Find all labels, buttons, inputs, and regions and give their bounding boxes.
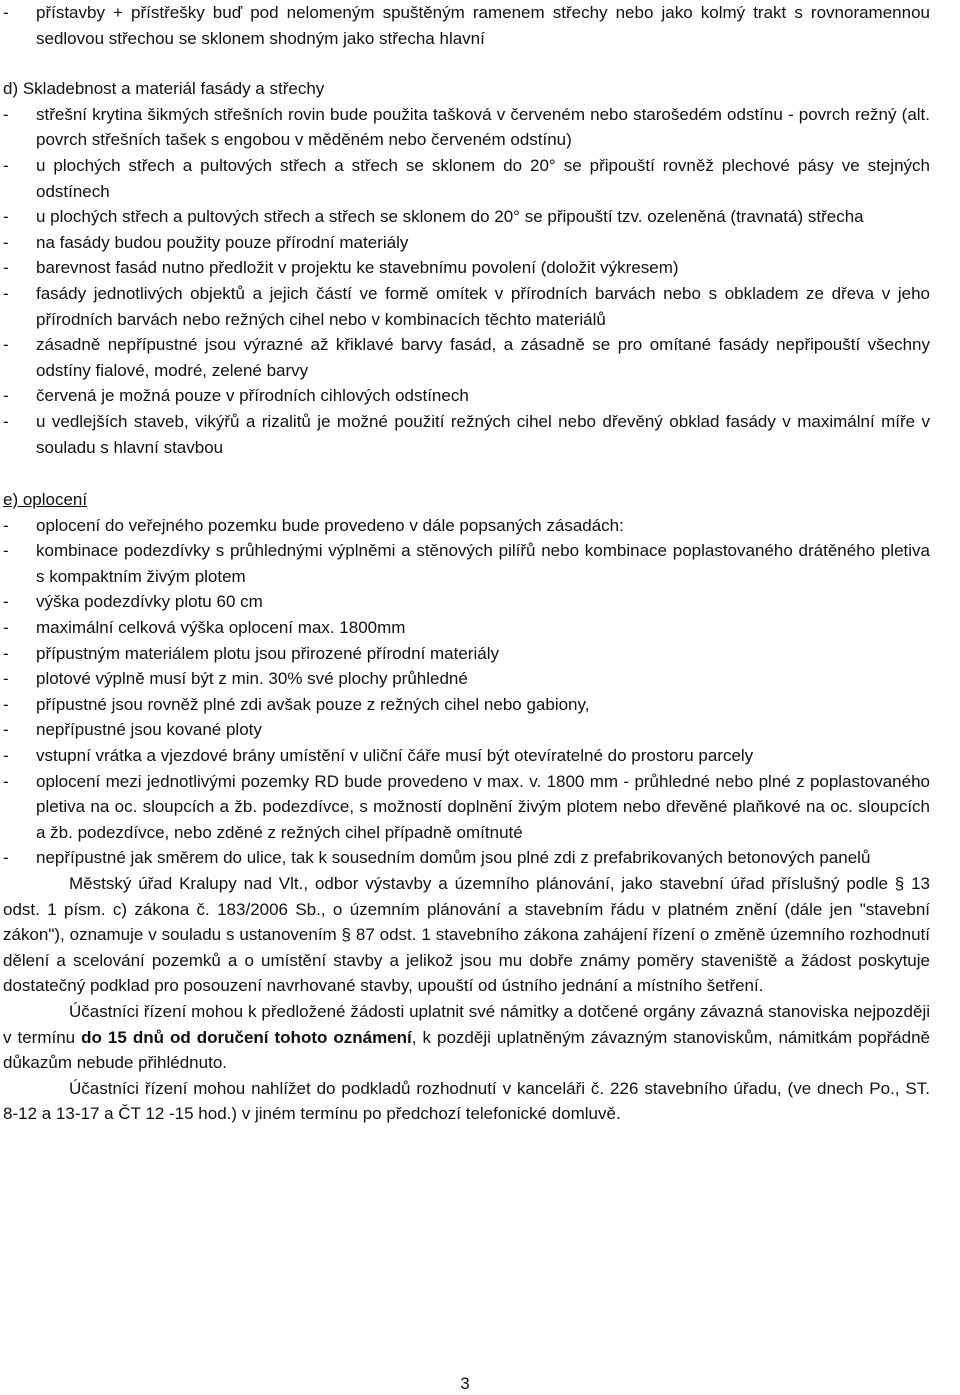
paragraph-inspection: Účastníci řízení mohou nahlížet do podkladů rozhodnutí v kanceláři č. 226 stavebního úřadu, (ve dnech Po., ST. 8-12 a 13-17 a ČT 12 -15 hod.) v jiném termínu po předchozí telefonické domluvě.	[3, 1078, 930, 1124]
list-item: - u plochých střech a pultových střech a střech se sklonem do 20° se připouští tzv. ozeleněná (travnatá) střecha	[3, 204, 930, 230]
list-item: - u plochých střech a pultových střech a střech se sklonem do 20° se připouští rovněž plechové pásy ve stejných odstínech	[3, 153, 930, 204]
list-item: - přípustným materiálem plotu jsou přirozené přírodní materiály	[3, 641, 930, 667]
deadline-emphasis: do 15 dnů od doručení tohoto oznámení	[81, 1027, 412, 1047]
list-item: - zásadně nepřípustné jsou výrazné až křiklavé barvy fasád, a zásadně se pro omítané fasády nepřipouští všechny odstíny fialové, modré, zelené barvy	[3, 332, 930, 383]
top-list	[3, 0, 930, 51]
list-item: - barevnost fasád nutno předložit v projektu ke stavebnímu povolení (doložit výkresem)	[3, 255, 930, 281]
list-item: - oplocení mezi jednotlivými pozemky RD bude provedeno v max. v. 1800 mm - průhledné nebo plné z poplastovaného pletiva na oc. sloupcích a žb. podezdívce, s možností doplnění živým plotem nebo dřevěné plaňkové na oc. sloupcích a žb. podezdívce, nebo zděné z režných cihel případně omítnuté	[3, 769, 930, 846]
list-item: - plotové výplně musí být z min. 30% své plochy průhledné	[3, 666, 930, 692]
section-d-list	[3, 102, 930, 460]
section-e-list	[3, 513, 930, 871]
list-item: - u vedlejších staveb, vikýřů a rizalitů je možné použití režných cihel nebo dřevěný obklad fasády v maximální míře v souladu s hlavní stavbou	[3, 409, 930, 460]
list-item: - střešní krytina šikmých střešních rovin bude použita tašková v červeném nebo starošedém odstínu - povrch režný (alt. povrch střešních tašek s engobou v měděném nebo červeném odstínu)	[3, 102, 930, 153]
paragraph-notice: Městský úřad Kralupy nad Vlt., odbor výstavby a územního plánování, jako stavební úřad příslušný podle § 13 odst. 1 písm. c) zákona č. 183/2006 Sb., o územním plánování a stavebním řádu v platném znění (dále jen "stavební zákon"), oznamuje v souladu s ustanovením § 87 odst. 1 stavebního zákona zahájení řízení o změně územního rozhodnutí dělení a scelování pozemků a o umístění stavby a jelikož jsou mu dobře známy poměry staveniště a žádost poskytuje dostatečný podklad pro posouzení navrhované stavby, upouští od ústního jednání a místního šetření.	[3, 874, 930, 996]
list-item: - červená je možná pouze v přírodních cihlových odstínech	[3, 383, 930, 409]
list-item: - přístavby + přístřešky buď pod nelomeným spuštěným ramenem střechy nebo jako kolmý trakt s rovnoramennou sedlovou střechou se sklonem shodným jako střecha hlavní	[3, 0, 930, 51]
paragraph-objections	[3, 999, 930, 1076]
list-item: - oplocení do veřejného pozemku bude provedeno v dále popsaných zásadách:	[3, 513, 930, 539]
document-content	[3, 0, 930, 1127]
list-item: - fasády jednotlivých objektů a jejich částí ve formě omítek v přírodních barvách nebo s obkladem ze dřeva v jeho přírodních barvách nebo režných cihel nebo v kombinacích těchto materiálů	[3, 281, 930, 332]
list-item: - výška podezdívky plotu 60 cm	[3, 589, 930, 615]
list-item: - vstupní vrátka a vjezdové brány umístění v uliční čáře musí být otevíratelné do prostoru parcely	[3, 743, 930, 769]
list-item: - kombinace podezdívky s průhlednými výplněmi a stěnových pilířů nebo kombinace poplastovaného drátěného pletiva s kompaktním živým plotem	[3, 538, 930, 589]
list-item: - nepřípustné jak směrem do ulice, tak k sousedním domům jsou plné zdi z prefabrikovaných betonových panelů	[3, 845, 930, 871]
list-item: - přípustné jsou rovněž plné zdi avšak pouze z režných cihel nebo gabiony,	[3, 692, 930, 718]
page-number: 3	[460, 1374, 470, 1393]
objections-text-end: , k později uplatněným závazným stanoviskům, námitkám popřádně důkazům nebude přihlédnuto.	[3, 1027, 931, 1073]
objections-text-start: Účastníci řízení mohou k předložené žádosti uplatnit své námitky a dotčené orgány závazná stanoviska nejpozději v termínu	[3, 1001, 930, 1047]
list-item: - nepřípustné jsou kované ploty	[3, 717, 930, 743]
list-item: - maximální celková výška oplocení max. 1800mm	[3, 615, 930, 641]
list-item: - na fasády budou použity pouze přírodní materiály	[3, 230, 930, 256]
section-e-heading: e) oplocení	[3, 490, 88, 510]
section-d-heading: d) Skladebnost a materiál fasády a střechy	[3, 79, 325, 99]
